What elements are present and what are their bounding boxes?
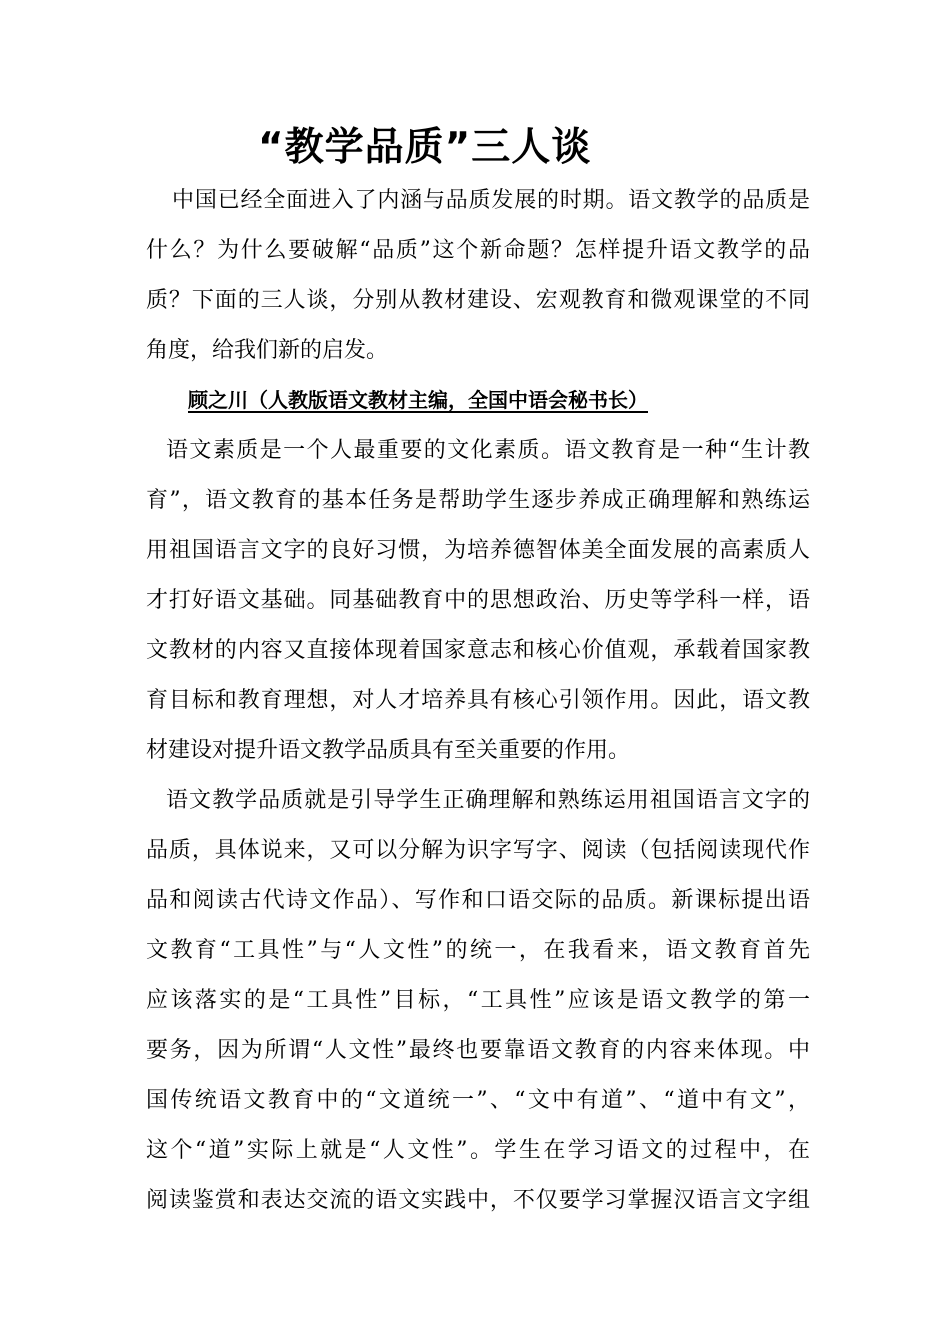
intro-line: 质？下面的三人谈，分别从教材建设、宏观教育和微观课堂的不同 [146, 288, 810, 313]
author-heading: 顾之川（人教版语文教材主编，全国中语会秘书长） [188, 388, 648, 412]
paragraph-line: 应该落实的是“工具性”目标，“工具性”应该是语文教学的第一 [146, 988, 810, 1013]
paragraph-line: 文教育“工具性”与“人文性”的统一，在我看来，语文教育首先 [146, 938, 810, 963]
paragraph-line: 育”，语文教育的基本任务是帮助学生逐步养成正确理解和熟练运 [146, 488, 810, 513]
paragraph-line: 材建设对提升语文教学品质具有至关重要的作用。 [146, 738, 631, 763]
paragraph-line: 要务，因为所谓“人文性”最终也要靠语文教育的内容来体现。中 [146, 1038, 810, 1063]
paragraph-line: 这个“道”实际上就是“人文性”。学生在学习语文的过程中，在 [146, 1138, 810, 1163]
paragraph-line: 语文素质是一个人最重要的文化素质。语文教育是一种“生计教 [166, 438, 810, 463]
paragraph-line: 语文教学品质就是引导学生正确理解和熟练运用祖国语言文字的 [166, 788, 810, 813]
paragraph-line: 品质，具体说来，又可以分解为识字写字、阅读（包括阅读现代作 [146, 838, 810, 863]
paragraph-line: 阅读鉴赏和表达交流的语文实践中，不仅要学习掌握汉语言文字组 [146, 1188, 810, 1213]
paragraph-line: 品和阅读古代诗文作品）、写作和口语交际的品质。新课标提出语 [146, 888, 810, 913]
paragraph-line: 用祖国语言文字的良好习惯，为培养德智体美全面发展的高素质人 [146, 538, 810, 563]
intro-line: 什么？为什么要破解“品质”这个新命题？怎样提升语文教学的品 [146, 238, 810, 263]
paragraph-line: 才打好语文基础。同基础教育中的思想政治、历史等学科一样，语 [146, 588, 810, 613]
paragraph-line: 国传统语文教育中的“文道统一”、“文中有道”、“道中有文”， [146, 1088, 810, 1113]
paragraph-line: 文教材的内容又直接体现着国家意志和核心价值观，承载着国家教 [146, 638, 810, 663]
intro-line: 中国已经全面进入了内涵与品质发展的时期。语文教学的品质是 [172, 188, 810, 213]
intro-line: 角度，给我们新的启发。 [146, 338, 389, 363]
paragraph-line: 育目标和教育理想，对人才培养具有核心引领作用。因此，语文教 [146, 688, 810, 713]
page-title: “教学品质”三人谈 [258, 125, 592, 170]
